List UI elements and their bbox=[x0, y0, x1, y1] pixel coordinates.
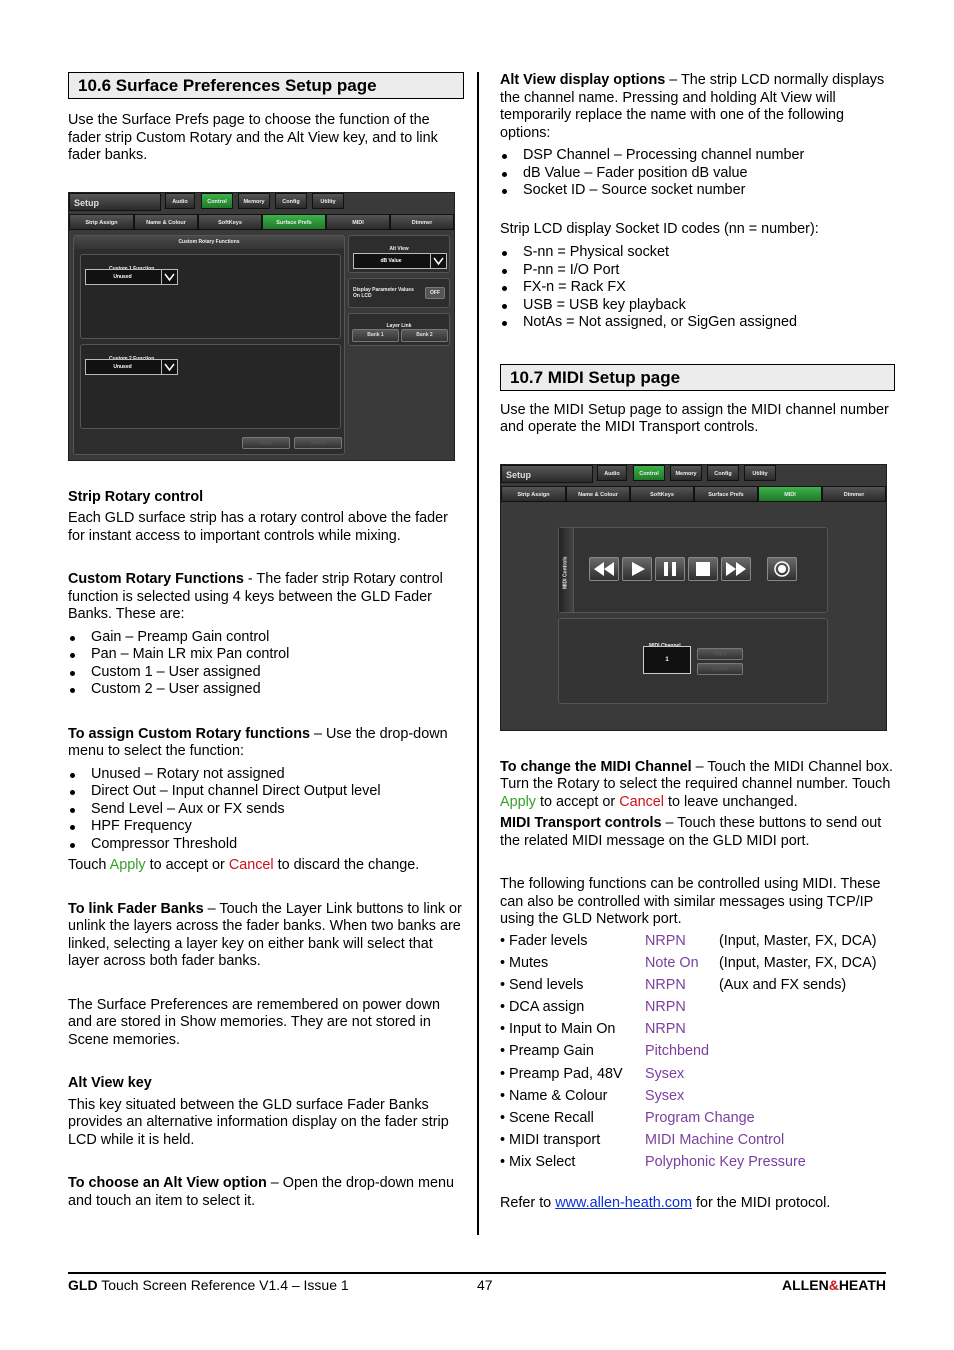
list-item: Custom 2 – User assigned bbox=[68, 681, 464, 699]
alt-view-value: dB Value bbox=[380, 257, 402, 264]
alt-view-options-paragraph bbox=[500, 72, 895, 142]
table-row bbox=[500, 1085, 895, 1107]
apply-button[interactable]: Apply bbox=[697, 648, 743, 660]
custom-rotary-panel bbox=[73, 235, 345, 455]
midi-function-name: • Scene Recall bbox=[500, 1110, 594, 1126]
tab-name-colour[interactable]: Name & Colour bbox=[566, 486, 630, 502]
refer-paragraph bbox=[500, 1195, 895, 1213]
strip-rotary-heading: Strip Rotary control bbox=[68, 488, 204, 505]
change-channel-heading: To change the MIDI Channel bbox=[500, 758, 692, 775]
transport-paragraph bbox=[500, 815, 895, 850]
midi-controls-label: MIDI Controls bbox=[562, 556, 569, 589]
allen-heath-link[interactable]: www.allen-heath.com bbox=[555, 1194, 692, 1211]
surface-prefs-intro: Use the Surface Prefs page to choose the function of the fader strip Custom Rotary and the Alt View key, and to link fader banks. bbox=[68, 112, 438, 163]
link-paragraph bbox=[68, 901, 464, 971]
custom2-box bbox=[80, 344, 341, 429]
stop-icon bbox=[692, 561, 714, 577]
tab-dimmer[interactable]: Dimmer bbox=[390, 214, 454, 230]
page-number: 47 bbox=[477, 1277, 493, 1293]
midi-functions-table bbox=[500, 930, 895, 1174]
midi-message-type: MIDI Machine Control bbox=[645, 1132, 785, 1149]
midi-channel-box[interactable]: 1 bbox=[643, 646, 691, 674]
table-row bbox=[500, 996, 895, 1018]
tab-utility[interactable]: Utility bbox=[744, 465, 776, 481]
apply-word: Apply bbox=[500, 793, 536, 810]
list-item: dB Value – Fader position dB value bbox=[500, 165, 895, 183]
display-param-label: Display Parameter Values On LCD bbox=[353, 286, 414, 299]
alt-view-options-list bbox=[500, 147, 895, 200]
table-row bbox=[500, 1018, 895, 1040]
column-divider bbox=[477, 72, 479, 1235]
midi-intro: Use the MIDI Setup page to assign the MIDI channel number and operate the MIDI Transport controls. bbox=[500, 401, 889, 435]
cancel-word: Cancel bbox=[619, 793, 664, 810]
layer-link-panel bbox=[348, 313, 450, 346]
custom1-box bbox=[80, 254, 341, 339]
cancel-word: Cancel bbox=[228, 857, 274, 873]
custom1-dropdown[interactable] bbox=[85, 269, 178, 285]
section-heading-10-6: 10.6 Surface Preferences Setup page bbox=[68, 72, 464, 99]
midi-function-name: • Name & Colour bbox=[500, 1087, 608, 1104]
list-item: NotAs = Not assigned, or SigGen assigned bbox=[500, 314, 895, 332]
tab-control[interactable]: Control bbox=[201, 193, 233, 209]
tab-memory[interactable]: Memory bbox=[238, 193, 270, 209]
display-param-panel bbox=[348, 278, 450, 308]
brand-allen: ALLEN bbox=[782, 1277, 829, 1293]
midi-message-type: Polyphonic Key Pressure bbox=[645, 1154, 806, 1171]
play-icon bbox=[626, 561, 648, 577]
list-item: FX-n = Rack FX bbox=[500, 279, 895, 297]
rewind-icon bbox=[593, 561, 615, 577]
tab-strip-assign[interactable]: Strip Assign bbox=[69, 214, 134, 230]
following-paragraph: The following functions can be controlled using MIDI. These can also be controlled with similar messages using TCP/IP using the GLD Network port. bbox=[500, 876, 881, 927]
custom2-dropdown[interactable] bbox=[85, 359, 178, 375]
table-row bbox=[500, 1129, 895, 1151]
chevron-down-icon bbox=[161, 360, 177, 374]
midi-message-type: NRPN bbox=[645, 999, 686, 1016]
brand-heath: HEATH bbox=[838, 1277, 886, 1293]
setup-title: Setup bbox=[501, 465, 593, 483]
footer-doc-title bbox=[68, 1277, 349, 1295]
table-row bbox=[500, 1063, 895, 1085]
display-param-toggle[interactable]: OFF bbox=[425, 287, 445, 299]
list-item: P-nn = I/O Port bbox=[500, 262, 895, 280]
record-button[interactable] bbox=[767, 557, 797, 581]
layer-link-label: Layer Link bbox=[386, 322, 412, 329]
midi-message-type: Sysex bbox=[645, 1065, 685, 1082]
alt-view-dropdown[interactable] bbox=[353, 253, 447, 269]
list-item: Custom 1 – User assigned bbox=[68, 664, 464, 682]
table-row bbox=[500, 952, 895, 974]
midi-message-type: Program Change bbox=[645, 1110, 755, 1126]
text-span: – Touch the MIDI Channel box. Turn the Rotary to select the required channel number. Touch bbox=[500, 758, 893, 792]
assign-list bbox=[68, 766, 464, 854]
socket-codes-list bbox=[500, 244, 895, 332]
table-row bbox=[500, 974, 895, 996]
stop-button[interactable] bbox=[688, 557, 718, 581]
cancel-button[interactable]: Cancel bbox=[697, 663, 743, 675]
bank2-button[interactable]: Bank 2 bbox=[401, 329, 448, 342]
bank1-button[interactable]: Bank 1 bbox=[352, 329, 399, 342]
tab-control[interactable]: Control bbox=[633, 465, 665, 481]
midi-function-name: • Mutes bbox=[500, 954, 549, 971]
text-span: for the MIDI protocol. bbox=[691, 1194, 831, 1211]
midi-message-type: NRPN bbox=[645, 976, 686, 993]
choose-paragraph bbox=[68, 1175, 464, 1210]
surface-prefs-screenshot bbox=[68, 192, 455, 461]
tab-strip-assign[interactable]: Strip Assign bbox=[501, 486, 566, 502]
table-row bbox=[500, 1151, 895, 1173]
text-span: to discard the change. bbox=[273, 857, 420, 873]
fast-forward-button[interactable] bbox=[721, 557, 751, 581]
tab-midi[interactable]: MIDI bbox=[758, 486, 822, 502]
midi-message-type: Pitchbend bbox=[645, 1043, 710, 1060]
tab-audio[interactable]: Audio bbox=[165, 193, 195, 209]
midi-controls-sidebar bbox=[559, 528, 574, 612]
pause-icon bbox=[659, 561, 681, 577]
right-column bbox=[500, 72, 895, 1212]
tab-surface-prefs[interactable]: Surface Prefs bbox=[694, 486, 758, 502]
table-row bbox=[500, 930, 895, 952]
text-span: Touch bbox=[68, 857, 110, 873]
midi-function-name: • Mix Select bbox=[500, 1154, 576, 1171]
chevron-down-icon bbox=[430, 254, 446, 268]
midi-controls-panel bbox=[558, 527, 828, 613]
chevron-down-icon bbox=[161, 270, 177, 284]
midi-function-name: • Input to Main On bbox=[500, 1021, 616, 1038]
tab-memory[interactable]: Memory bbox=[670, 465, 702, 481]
midi-scope-note: (Input, Master, FX, DCA) bbox=[719, 932, 877, 949]
alt-view-key-heading: Alt View key bbox=[68, 1075, 152, 1091]
tab-midi[interactable]: MIDI bbox=[326, 214, 390, 230]
footer-product: GLD bbox=[68, 1277, 98, 1293]
tab-softkeys[interactable]: SoftKeys bbox=[630, 486, 694, 502]
crf-heading: Custom Rotary Functions bbox=[68, 571, 244, 587]
play-button[interactable] bbox=[622, 557, 652, 581]
fast-forward-icon bbox=[725, 561, 747, 577]
section-heading-10-7: 10.7 MIDI Setup page bbox=[500, 364, 895, 391]
text-span: to leave unchanged. bbox=[664, 793, 798, 810]
brand-logo bbox=[782, 1277, 886, 1295]
midi-message-type: NRPN bbox=[645, 1021, 686, 1038]
record-icon bbox=[771, 561, 793, 577]
choose-text: – Open the drop-down menu and touch an item to select it. bbox=[68, 1175, 455, 1209]
list-item: DSP Channel – Processing channel number bbox=[500, 147, 895, 165]
midi-function-name: • Preamp Pad, 48V bbox=[500, 1065, 623, 1082]
pause-button[interactable] bbox=[655, 557, 685, 581]
list-item: Direct Out – Input channel Direct Output level bbox=[68, 783, 464, 801]
list-item: HPF Frequency bbox=[68, 818, 464, 836]
alt-view-options-heading: Alt View display options bbox=[500, 72, 666, 88]
midi-message-type: Note On bbox=[645, 954, 699, 971]
left-column bbox=[68, 72, 464, 1210]
midi-function-name: • Preamp Gain bbox=[500, 1043, 594, 1060]
midi-function-name: • DCA assign bbox=[500, 999, 585, 1016]
midi-setup-screenshot bbox=[500, 464, 887, 731]
tab-name-colour[interactable]: Name & Colour bbox=[134, 214, 198, 230]
list-item: Unused – Rotary not assigned bbox=[68, 766, 464, 784]
midi-scope-note: (Input, Master, FX, DCA) bbox=[719, 954, 877, 971]
custom2-value: Unused bbox=[113, 363, 132, 370]
tab-config[interactable]: Config bbox=[707, 465, 739, 481]
midi-message-type: NRPN bbox=[645, 932, 686, 949]
apply-word: Apply bbox=[109, 857, 146, 873]
remember-paragraph: The Surface Preferences are remembered on power down and are stored in Show memories. They are not stored in Scene memories. bbox=[68, 996, 440, 1048]
assign-heading: To assign Custom Rotary functions bbox=[68, 725, 310, 742]
midi-function-name: • Send levels bbox=[500, 976, 584, 993]
choose-heading: To choose an Alt View option bbox=[68, 1175, 267, 1191]
text-span: to accept or bbox=[145, 857, 229, 873]
strip-rotary-text: Each GLD surface strip has a rotary control above the fader for instant access to important controls while mixing. bbox=[68, 510, 448, 544]
link-heading: To link Fader Banks bbox=[68, 900, 204, 917]
alt-view-label: Alt View bbox=[389, 245, 409, 252]
transport-text: – Touch these buttons to send out the related MIDI message on the GLD MIDI port. bbox=[500, 815, 882, 849]
footer-doc: Touch Screen Reference V1.4 – Issue 1 bbox=[97, 1277, 349, 1293]
custom1-value: Unused bbox=[113, 273, 132, 280]
tab-utility[interactable]: Utility bbox=[312, 193, 344, 209]
list-item: Compressor Threshold bbox=[68, 836, 464, 854]
tab-surface-prefs[interactable]: Surface Prefs bbox=[262, 214, 326, 230]
assign-text: – Use the drop-down menu to select the function: bbox=[68, 725, 448, 759]
midi-function-name: • MIDI transport bbox=[500, 1132, 601, 1149]
alt-view-panel bbox=[348, 235, 450, 273]
change-channel-paragraph bbox=[500, 759, 895, 812]
tab-softkeys[interactable]: SoftKeys bbox=[198, 214, 262, 230]
table-row bbox=[500, 1107, 895, 1129]
alt-view-options-text: – The strip LCD normally displays the channel name. Pressing and holding Alt View will temporarily replace the name with one of the following options: bbox=[500, 72, 885, 141]
apply-button[interactable]: Apply bbox=[242, 437, 290, 449]
tab-audio[interactable]: Audio bbox=[597, 465, 627, 481]
cancel-button[interactable]: Cancel bbox=[294, 437, 342, 449]
midi-channel-panel bbox=[558, 618, 828, 704]
text-span: Refer to bbox=[500, 1194, 556, 1211]
list-item: Pan – Main LR mix Pan control bbox=[68, 646, 464, 664]
apply-cancel-paragraph bbox=[68, 857, 464, 875]
link-text: – Touch the Layer Link buttons to link or unlink the layers across the fader banks. When two banks are linked, selecting a layer key on either bank will select that layer across both fader banks. bbox=[68, 900, 462, 969]
footer-rule bbox=[68, 1272, 886, 1274]
crf-text: - The fader strip Rotary control function is selected using 4 keys between the GLD Fader Banks. These are: bbox=[68, 571, 443, 622]
alt-view-key-text: This key situated between the GLD surface Fader Banks provides an alternative information display on the fader strip LCD while it is held. bbox=[68, 1096, 449, 1148]
list-item: Socket ID – Source socket number bbox=[500, 182, 895, 200]
midi-message-type: Sysex bbox=[645, 1087, 685, 1104]
list-item: Gain – Preamp Gain control bbox=[68, 629, 464, 647]
setup-title: Setup bbox=[69, 193, 161, 211]
tab-dimmer[interactable]: Dimmer bbox=[822, 486, 886, 502]
table-row bbox=[500, 1040, 895, 1062]
brand-ampersand: & bbox=[828, 1277, 839, 1293]
midi-function-name: • Fader levels bbox=[500, 932, 588, 949]
list-item: S-nn = Physical socket bbox=[500, 244, 895, 262]
socket-intro: Strip LCD display Socket ID codes (nn = number): bbox=[500, 220, 819, 237]
rewind-button[interactable] bbox=[589, 557, 619, 581]
text-span: to accept or bbox=[536, 793, 620, 810]
list-item: USB = USB key playback bbox=[500, 297, 895, 315]
crf-paragraph bbox=[68, 571, 464, 624]
tab-config[interactable]: Config bbox=[275, 193, 307, 209]
list-item: Send Level – Aux or FX sends bbox=[68, 801, 464, 819]
midi-scope-note: (Aux and FX sends) bbox=[719, 976, 847, 993]
crf-list bbox=[68, 629, 464, 699]
transport-heading: MIDI Transport controls bbox=[500, 815, 662, 831]
custom-rotary-title: Custom Rotary Functions bbox=[74, 236, 344, 249]
assign-paragraph bbox=[68, 726, 464, 761]
